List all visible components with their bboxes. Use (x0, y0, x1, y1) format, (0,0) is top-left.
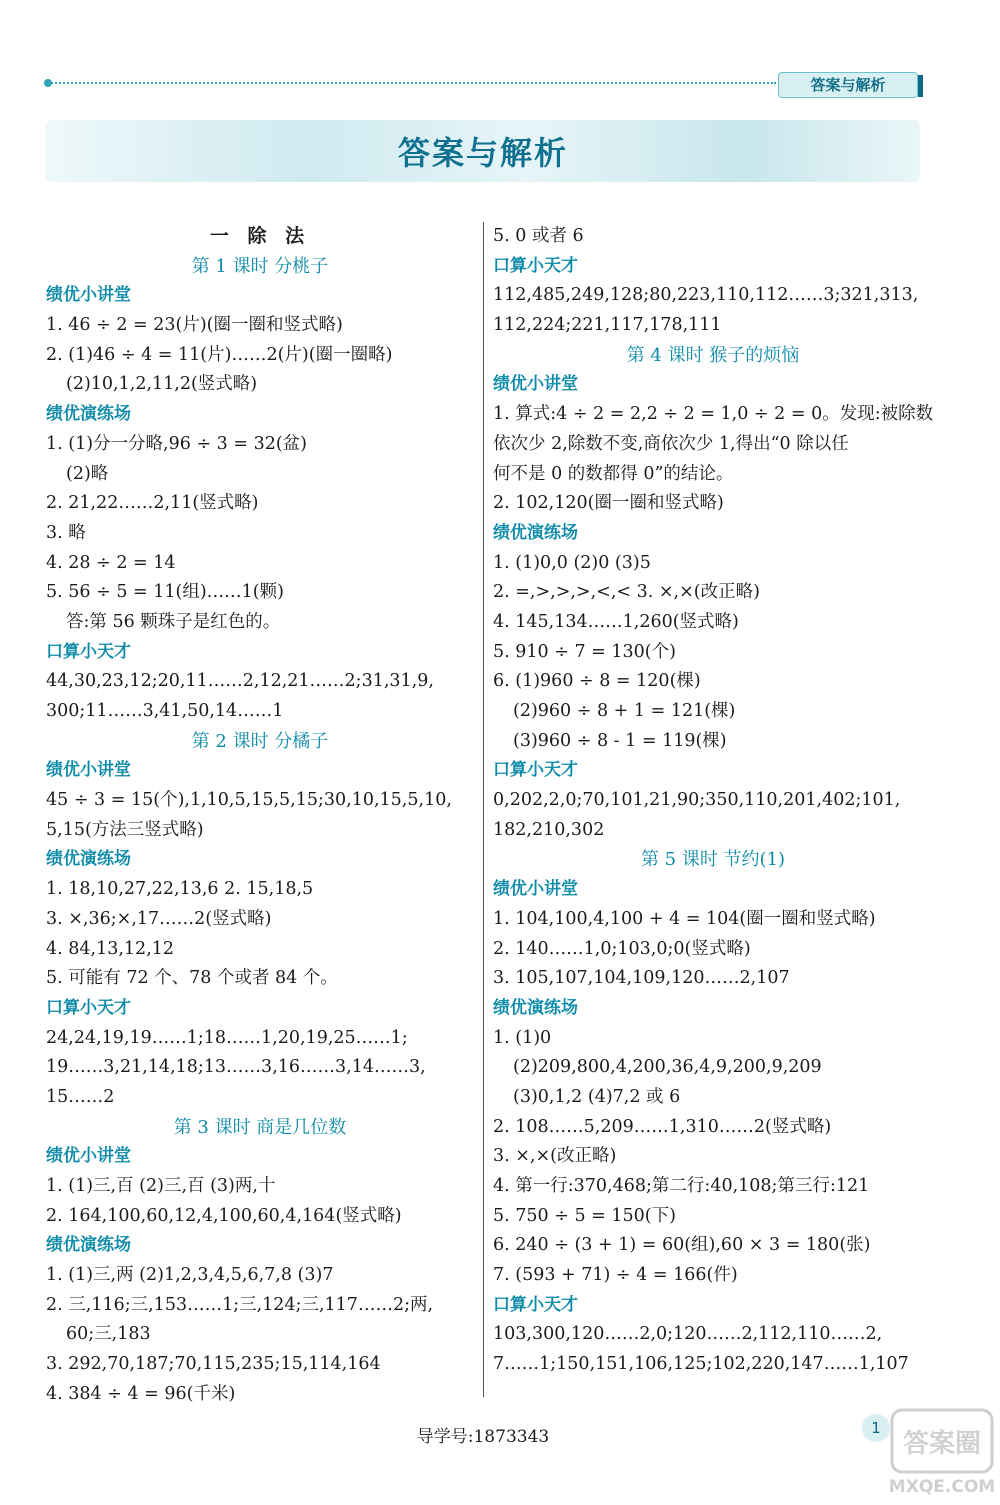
section-heading: 绩优小讲堂 (46, 285, 131, 306)
answer-line: 112,224;221,117,178,111 (493, 315, 722, 336)
chapter-heading: 一 除 法 (209, 225, 311, 247)
answer-subline: (3)960 ÷ 8 - 1 = 119(棵) (513, 730, 727, 751)
answer-line: 3. 292,70,187;70,115,235;15,114,164 (46, 1354, 381, 1375)
answer-line: 5,15(方法三竖式略) (46, 819, 204, 840)
answer-line: 3. 105,107,104,109,120……2,107 (493, 968, 790, 989)
answer-line: 5. 910 ÷ 7 = 130(个) (493, 641, 676, 662)
answer-line: 2. 164,100,60,12,4,100,60,4,164(竖式略) (46, 1205, 402, 1226)
section-heading: 口算小天才 (46, 641, 131, 662)
answer-line: 112,485,249,128;80,223,110,112……3;321,313, (493, 285, 919, 306)
section-heading: 口算小天才 (493, 255, 578, 276)
column-divider (483, 222, 484, 1397)
lesson-title: 第 1 课时 分桃子 (191, 255, 329, 277)
answer-line: 2. (1)46 ÷ 4 = 11(片)……2(片)(圈一圈略) (46, 344, 393, 365)
svg-text:MXQE.COM: MXQE.COM (888, 1477, 996, 1497)
answer-line: 24,24,19,19……1;18……1,20,19,25……1; (46, 1027, 408, 1048)
section-heading: 绩优小讲堂 (493, 879, 578, 900)
answer-line: 45 ÷ 3 = 15(个),1,10,5,15,5,15;30,10,15,5,10, (46, 790, 452, 811)
right-answer-column (493, 222, 933, 1380)
answer-line: 19……3,21,14,18;13……3,16……3,14……3, (46, 1057, 426, 1078)
answer-line: 1. (1)三,百 (2)三,百 (3)两,十 (46, 1176, 276, 1196)
svg-text:答案圈: 答案圈 (902, 1429, 982, 1459)
answer-line: 4. 28 ÷ 2 = 14 (46, 552, 176, 573)
answer-subline: 答:第 56 颗珠子是红色的。 (66, 611, 281, 632)
answer-line: 1. 46 ÷ 2 = 23(片)(圈一圈和竖式略) (46, 315, 343, 336)
answer-subline: (3)0,1,2 (4)7,2 或 6 (513, 1086, 681, 1107)
answer-line: 15……2 (46, 1086, 115, 1107)
answer-line: 1. (1)0,0 (2)0 (3)5 (493, 552, 651, 573)
answer-line: 2. 140……1,0;103,0;0(竖式略) (493, 938, 751, 959)
answer-line: 2. 三,116;三,153……1;三,124;三,117……2;两, (46, 1294, 434, 1315)
answer-subline: (2)10,1,2,11,2(竖式略) (66, 374, 258, 395)
watermark-logo (888, 1404, 996, 1500)
left-answer-column (46, 222, 474, 1410)
answer-line: 2. 108……5,209……1,310……2(竖式略) (493, 1116, 832, 1137)
answer-line: 3. ×,36;×,17……2(竖式略) (46, 908, 272, 929)
section-heading: 绩优演练场 (46, 1235, 131, 1256)
answer-line: 5. 0 或者 6 (493, 226, 584, 246)
section-heading: 绩优演练场 (46, 404, 131, 425)
answer-line: 6. 240 ÷ (3 + 1) = 60(组),60 × 3 = 180(张) (493, 1235, 871, 1256)
header-dotted-rule (48, 82, 776, 84)
answer-line: 5. 750 ÷ 5 = 150(下) (493, 1205, 676, 1226)
answer-line: 2. 21,22……2,11(竖式略) (46, 493, 259, 514)
answer-line: 4. 145,134……1,260(竖式略) (493, 611, 739, 632)
answer-line: 3. ×,×(改正略) (493, 1146, 617, 1167)
answer-line: 5. 56 ÷ 5 = 11(组)……1(颗) (46, 582, 284, 603)
section-heading: 绩优演练场 (493, 997, 578, 1018)
section-heading: 绩优小讲堂 (46, 760, 131, 781)
answer-line: 0,202,2,0;70,101,21,90;350,110,201,402;101, (493, 790, 901, 811)
lesson-title: 第 2 课时 分橘子 (191, 730, 329, 752)
answer-subline: (2)209,800,4,200,36,4,9,200,9,209 (513, 1057, 822, 1078)
answer-line: 182,210,302 (493, 819, 605, 840)
answer-subline: (2)略 (66, 463, 109, 484)
answer-line: 4. 第一行:370,468;第二行:40,108;第三行:121 (493, 1176, 870, 1196)
answer-line: 1. (1)三,两 (2)1,2,3,4,5,6,7,8 (3)7 (46, 1265, 334, 1286)
guide-number: 导学号:1873343 (416, 1427, 550, 1447)
answer-line: 44,30,23,12;20,11……2,12,21……2;31,31,9, (46, 671, 434, 692)
lesson-title: 第 5 课时 节约(1) (640, 849, 786, 871)
answer-line: 何不是 0 的数都得 0”的结论。 (493, 463, 734, 484)
section-heading: 绩优小讲堂 (493, 374, 578, 395)
section-heading: 绩优小讲堂 (46, 1146, 131, 1167)
answer-line: 3. 略 (46, 522, 86, 543)
answer-line: 1. (1)分一分略,96 ÷ 3 = 32(盆) (46, 433, 308, 454)
answer-line: 2. =,>,>,>,<,< 3. ×,×(改正略) (493, 582, 760, 603)
page-title: 答案与解析 (397, 134, 568, 172)
section-heading: 口算小天才 (493, 1294, 578, 1315)
answer-line: 103,300,120……2,0;120……2,112,110……2, (493, 1324, 883, 1345)
answer-line: 300;11……3,41,50,14……1 (46, 701, 284, 721)
section-heading: 绩优演练场 (46, 849, 131, 870)
answer-line: 1. (1)0 (493, 1027, 552, 1048)
answer-line: 1. 104,100,4,100 + 4 = 104(圈一圈和竖式略) (493, 908, 876, 929)
section-heading: 绩优演练场 (493, 522, 578, 543)
answer-subline: (2)960 ÷ 8 + 1 = 121(棵) (513, 701, 736, 721)
lesson-title: 第 3 课时 商是几位数 (173, 1116, 347, 1138)
answer-line: 4. 384 ÷ 4 = 96(千米) (46, 1383, 236, 1404)
answer-subline: 60;三,183 (66, 1324, 151, 1345)
answer-line: 6. (1)960 ÷ 8 = 120(棵) (493, 671, 701, 692)
header-section-tab: 答案与解析 (778, 72, 918, 98)
answer-line: 2. 102,120(圈一圈和竖式略) (493, 493, 724, 514)
answer-line: 7. (593 + 71) ÷ 4 = 166(件) (493, 1265, 738, 1286)
answer-line: 1. 算式:4 ÷ 2 = 2,2 ÷ 2 = 1,0 ÷ 2 = 0。发现:被除数 (493, 404, 934, 425)
section-heading: 口算小天才 (46, 997, 131, 1018)
section-heading: 口算小天才 (493, 760, 578, 781)
answer-line: 4. 84,13,12,12 (46, 938, 175, 959)
answer-line: 7……1;150,151,106,125;102,220,147……1,107 (493, 1354, 909, 1375)
answer-line: 1. 18,10,27,22,13,6 2. 15,18,5 (46, 879, 314, 900)
answer-line: 5. 可能有 72 个、78 个或者 84 个。 (46, 968, 338, 989)
answer-line: 依次少 2,除数不变,商依次少 1,得出“0 除以任 (493, 433, 849, 454)
page-number: 1 (862, 1414, 890, 1442)
lesson-title: 第 4 课时 猴子的烦恼 (626, 344, 800, 366)
